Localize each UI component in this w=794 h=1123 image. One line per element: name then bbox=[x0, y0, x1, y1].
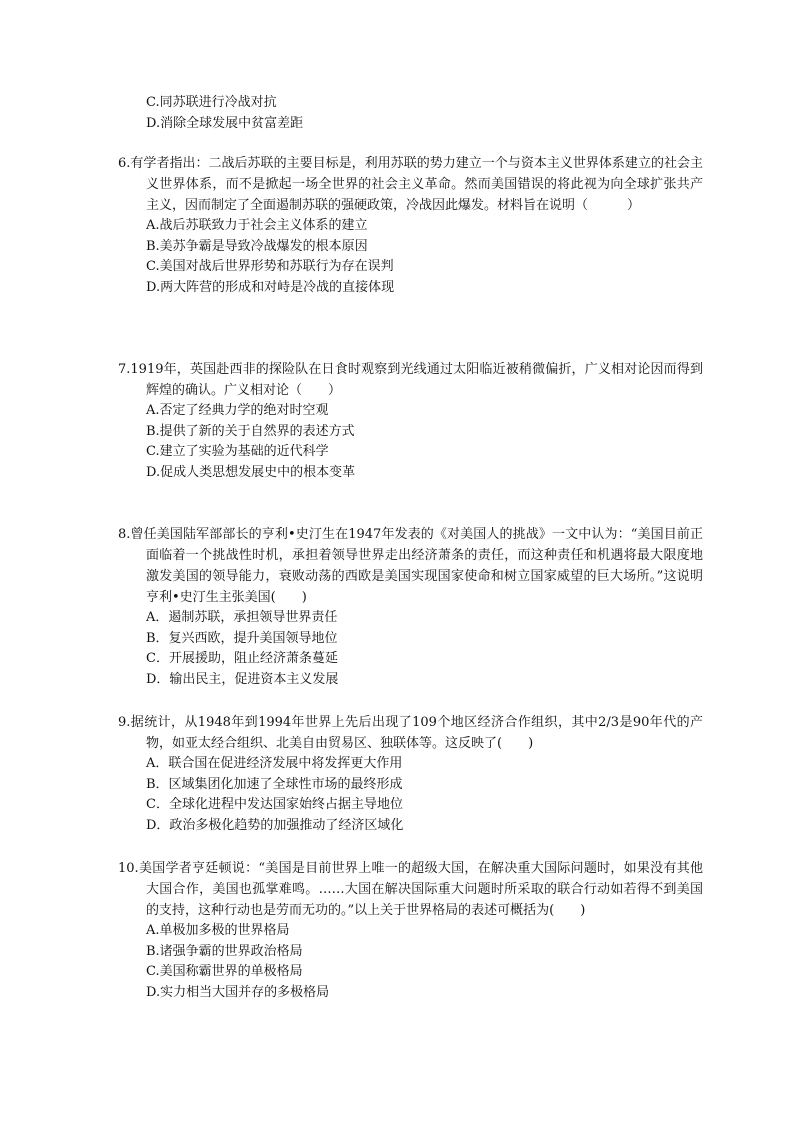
prev-question-options bbox=[146, 92, 303, 134]
option-d: D．输出民主，促进资本主义发展 bbox=[146, 671, 339, 687]
option-d: D.促成人类思想发展史中的根本变革 bbox=[146, 464, 356, 480]
option-d: D．政治多极化趋势的加强推动了经济区域化 bbox=[146, 817, 404, 833]
option-b: B．区域集团化加速了全球性市场的最终形成 bbox=[146, 776, 403, 792]
question-stem: 6.有学者指出：二战后苏联的主要目标是，利用苏联的势力建立一个与资本主义世界体系建立的社会主义世界体系，而不是掀起一场全世界的社会主义革命。然而美国错误的将此视为向全球扩张共产主义，因而制定了全面遏制苏联的强硬政策，冷战因此爆发。材料旨在说明（ ） bbox=[118, 156, 703, 213]
option-c: C.美国称霸世界的单极格局 bbox=[146, 964, 303, 979]
question-7 bbox=[118, 359, 703, 483]
option-a: A．遏制苏联，承担领导世界责任 bbox=[146, 610, 338, 625]
option-c: C.建立了实验为基础的近代科学 bbox=[146, 444, 329, 459]
question-6 bbox=[118, 153, 703, 298]
option-d: D.实力相当大国并存的多极格局 bbox=[146, 984, 330, 1000]
question-10 bbox=[118, 858, 703, 1003]
option-a: A.单极加多极的世界格局 bbox=[146, 923, 290, 938]
option-c: C．全球化进程中发达国家始终占据主导地位 bbox=[146, 797, 403, 812]
option-c: C．开展援助，阻止经济萧条蔓延 bbox=[146, 651, 338, 666]
option-c: C.同苏联进行冷战对抗 bbox=[146, 95, 277, 110]
option-b: B.诸强争霸的世界政治格局 bbox=[146, 943, 303, 959]
question-stem: 8.曾任美国陆军部部长的亨利•史汀生在1947年发表的《对美国人的挑战》一文中认为：“美国目前正面临着一个挑战性时机，承担着领导世界走出经济萧条的责任，而这种责任和机遇将最大限度地激发美国的领导能力，衰败动荡的西欧是美国实现国家使命和树立国家威望的巨大场所。”这说明亨利•史汀生主张美国( ) bbox=[118, 527, 703, 605]
option-a: A．联合国在促进经济发展中将发挥更大作用 bbox=[146, 756, 403, 771]
option-d: D.两大阵营的形成和对峙是冷战的直接体现 bbox=[146, 279, 395, 295]
option-b: B.美苏争霸是导致冷战爆发的根本原因 bbox=[146, 238, 368, 254]
question-9 bbox=[118, 712, 703, 836]
option-c: C.美国对战后世界形势和苏联行为存在误判 bbox=[146, 259, 394, 274]
option-a: A.否定了经典力学的绝对时空观 bbox=[146, 403, 329, 418]
question-stem: 9.据统计，从1948年到1994年世界上先后出现了109个地区经济合作组织，其中2/3是90年代的产物，如亚太经合组织、北美自由贸易区、独联体等。这反映了( ) bbox=[118, 715, 703, 751]
option-b: B.提供了新的关于自然界的表述方式 bbox=[146, 423, 355, 439]
option-b: B．复兴西欧，提升美国领导地位 bbox=[146, 630, 338, 646]
question-stem: 7.1919年，英国赴西非的探险队在日食时观察到光线通过太阳临近被稍微偏折，广义相对论因而得到辉煌的确认。广义相对论（ ） bbox=[118, 362, 703, 398]
question-8 bbox=[118, 524, 703, 690]
option-d: D.消除全球发展中贫富差距 bbox=[146, 116, 304, 131]
question-stem: 10.美国学者亨廷顿说：“美国是目前世界上唯一的超级大国，在解决重大国际问题时，如果没有其他大国合作，美国也孤掌难鸣。……大国在解决国际重大问题时所采取的联合行动如若得不到美国的支持，这种行动也是劳而无功的。”以上关于世界格局的表述可概括为( ) bbox=[118, 861, 703, 918]
option-a: A.战后苏联致力于社会主义体系的建立 bbox=[146, 218, 368, 233]
